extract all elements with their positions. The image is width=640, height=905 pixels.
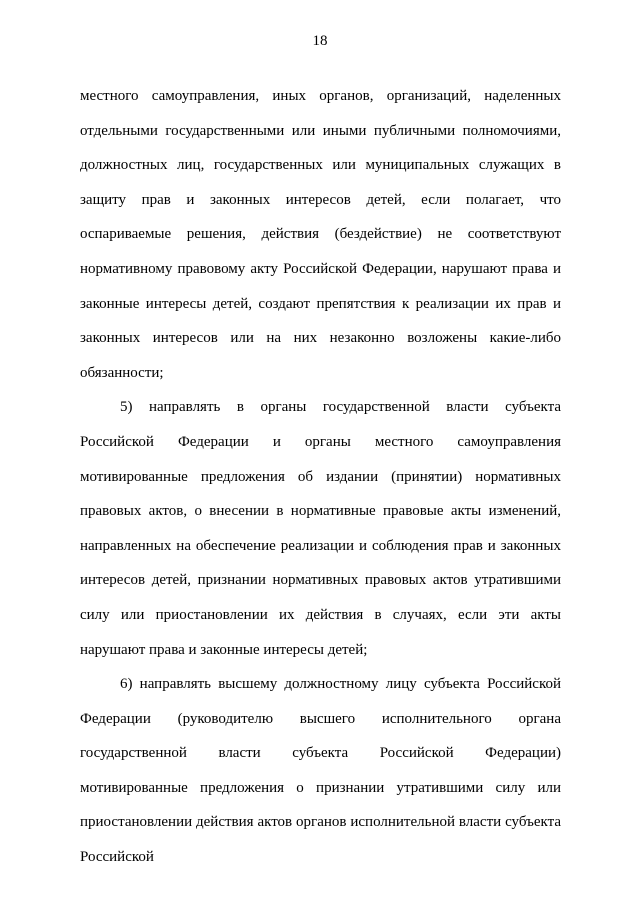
paragraph-continuation: местного самоуправления, иных органов, организаций, наделенных отдельными государственными или иными публичными полномочиями, должностных лиц, государственных или муниципальных служащих в защиту прав и законных интересов детей, если полагает, что оспариваемые решения, действия (бездействие) не соответствуют нормативному правовому акту Российской Федерации, нарушают права и законные интересы детей, создают препятствия к реализации их прав и законных интересов или на них незаконно возложены какие-либо обязанности; bbox=[80, 88, 561, 381]
paragraph-item-6: 6) направлять высшему должностному лицу субъекта Российской Федерации (руководителю высшего исполнительного органа государственной власти субъекта Российской Федерации) мотивированные предложения о признании утратившими силу или приостановлении действия актов органов исполнительной власти субъекта Российской bbox=[80, 676, 561, 866]
document-body bbox=[80, 79, 561, 875]
page-number: 18 bbox=[312, 33, 328, 49]
paragraph-item-5: 5) направлять в органы государственной власти субъекта Российской Федерации и органы местного самоуправления мотивированные предложения об издании (принятии) нормативных правовых актов, о внесении в нормативные правовые акты изменений, направленных на обеспечение реализации и соблюдения прав и законных интересов детей, признании нормативных правовых актов утратившими силу или приостановлении их действия в случаях, если эти акты нарушают права и законные интересы детей; bbox=[80, 399, 561, 658]
